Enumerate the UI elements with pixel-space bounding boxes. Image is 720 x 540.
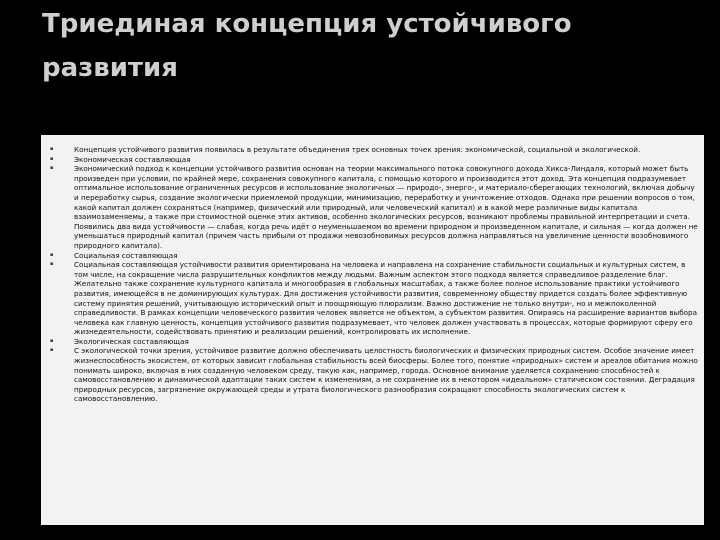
square-bullet-icon: ▪	[50, 337, 54, 344]
square-bullet-icon: ▪	[50, 155, 54, 162]
list-item	[41, 251, 700, 261]
list-item	[41, 346, 700, 404]
square-bullet-icon: ▪	[50, 347, 54, 354]
list-item	[41, 155, 700, 165]
square-bullet-icon: ▪	[50, 165, 54, 172]
square-bullet-icon: ▪	[50, 251, 54, 258]
list-item	[41, 260, 700, 337]
list-item	[41, 337, 700, 347]
list-item-text: Экономический подход к концепции устойчивого развития основан на теории максимального потока совокупного дохода Хикса-Линдаля, который может быть произведен при условии, по крайней мере, сохранения совокупного капитала, с помощью которого и производится этот доход. Эта концепция подразумевает оптимальное использование ограниченных ресурсов и использование экологичных — природо-, энерго-, и материало-сберегающих технологий, включая добычу и переработку сырья, создание экологически приемлемой продукции, минимизацию, переработку и уничтожение отходов. Однако при решении вопросов о том, какой капитал должен сохраняться (например, физический или природный, или человеческий капитал) и в какой мере различные виды капитала взаимозаменяемы, а также при стоимостной оценке этих активов, особенно экологических ресурсов, возникают проблемы правильной интерпретации и счета. Появились два вида устойчивости — слабая, когда речь идёт о неуменьшаемом во времени природном и произведенном капитале, и сильная — когда должен не уменьшаться природный капитал (причем часть прибыли от продажи невозобновимых ресурсов должна направляться на увеличение ценности возобновимого природного капитала).	[74, 164, 698, 250]
bullet-list	[41, 145, 704, 404]
list-item-text: Экологическая составляющая	[74, 336, 189, 346]
list-item-text: Социальная составляющая устойчивости развития ориентирована на человека и направлена на сохранение стабильности социальных и культурных систем, в том числе, на сокращение числа разрушительных конфликтов между людьми. Важным аспектом этого подхода является справедливое разделение благ. Желательно также сохранение культурного капитала и многообразия в глобальных масштабах, а также более полное использование практики устойчивого развития, имеющейся в не доминирующих культурах. Для достижения устойчивости развития, современному обществу придется создать более эффективную систему принятия решений, учитывающую исторический опыт и поощряющую плюрализм. Важно достижение не только внутри-, но и межпоколенной справедливости. В рамках концепции человеческого развития человек является не объектом, а субъектом развития. Опираясь на расширение вариантов выбора человека как главную ценность, концепция устойчивого развития подразумевает, что человек должен участвовать в процессах, которые формируют сферу его жизнедеятельности, содействовать принятию и реализации решений, контролировать их исполнение.	[74, 260, 698, 337]
list-item-text: С экологической точки зрения, устойчивое развитие должно обеспечивать целостность биологических и физических природных систем. Особое значение имеет жизнеспособность экосистем, от которых зависит глобальная стабильность всей биосферы. Более того, понятие «природных» систем и ареалов обитания можно понимать широко, включая в них созданную человеком среду, такую как, например, города. Основное внимание уделяется сохранению способностей к самовосстановлению и динамической адаптации таких систем к изменениям, а не сохранение их в некотором «идеальном» статическом состоянии. Деградация природных ресурсов, загрязнение окружающей среды и утрата биологического разнообразия сокращают способность экологических систем к самовосстановлению.	[74, 346, 698, 404]
list-item	[41, 145, 700, 155]
square-bullet-icon: ▪	[50, 261, 54, 268]
slide-title: Триединая концепция устойчивого развития	[42, 9, 572, 83]
list-item-text: Концепция устойчивого развития появилась в результате объединения трех основных точек зрения: экономической, социальной и экологической.	[74, 145, 641, 154]
list-item	[41, 164, 700, 250]
square-bullet-icon: ▪	[50, 146, 54, 152]
slide-body	[41, 135, 704, 525]
list-item-text: Социальная составляющая	[74, 250, 178, 260]
list-item-text: Экономическая составляющая	[74, 154, 191, 164]
